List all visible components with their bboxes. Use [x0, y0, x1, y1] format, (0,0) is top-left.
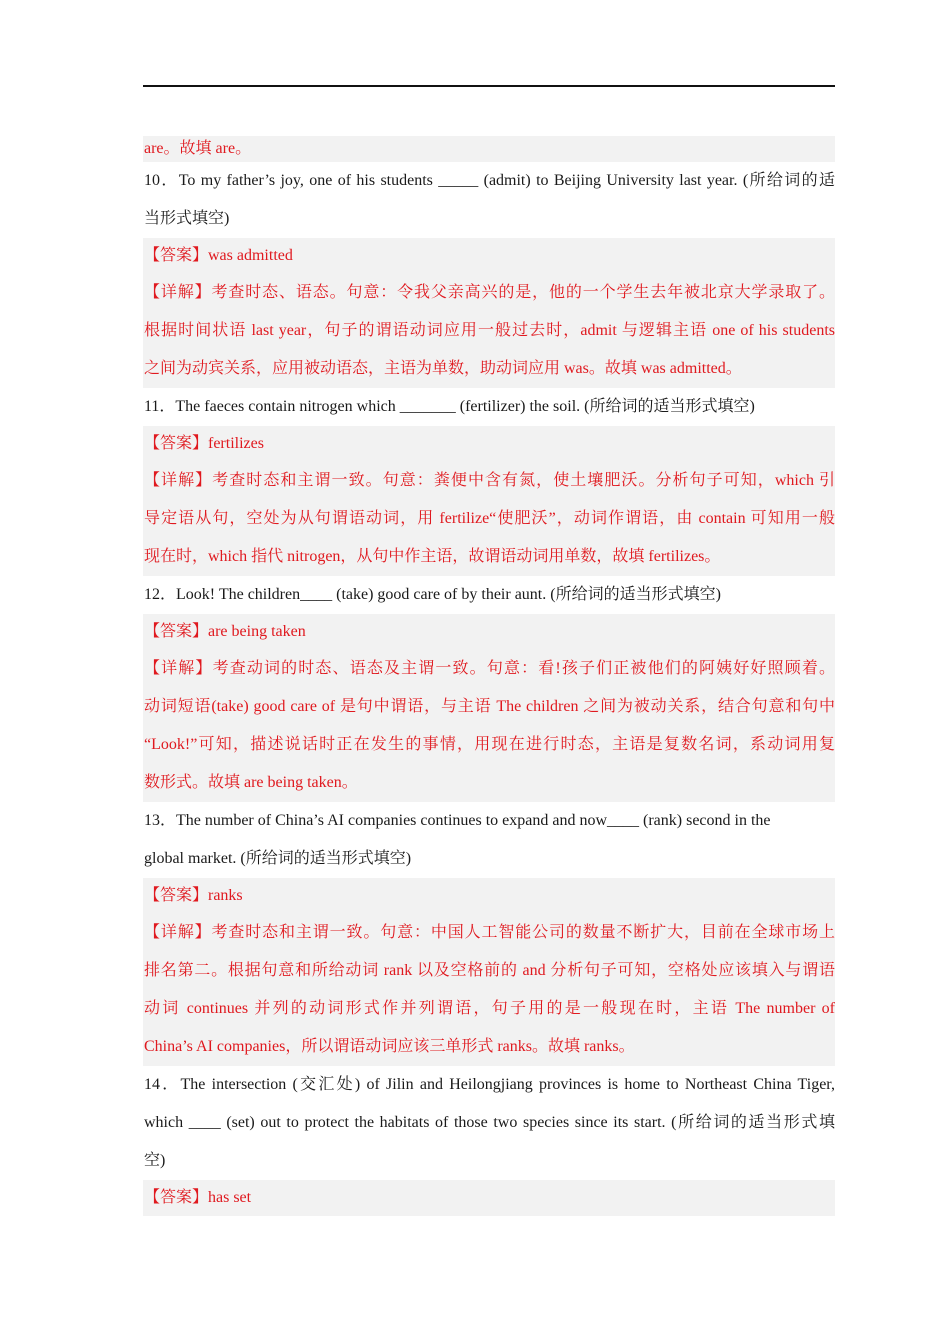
answer-12-detail: 动词短语(take) good care of 是句中谓语，与主语 The children 之间为被动关系，结合句意和句中: [143, 688, 835, 726]
answer-12-detail: “Look!”可知，描述说话时正在发生的事情，用现在进行时态，主语是复数名词，系动词用复: [143, 726, 835, 764]
question-14-line: 空): [144, 1152, 166, 1169]
question-11-line: 11．The faeces contain nitrogen which _______ (fertilizer) the soil. (所给词的适当形式填空): [144, 398, 755, 415]
answer-13-detail: 【详解】考查时态和主谓一致。句意：中国人工智能公司的数量不断扩大，目前在全球市场上: [143, 914, 835, 952]
answer-11-label: 【答案】fertilizes: [143, 426, 835, 462]
question-13-line: global market. (所给词的适当形式填空): [144, 850, 412, 867]
answer-12-detail: 【详解】考查动词的时态、语态及主谓一致。句意：看!孩子们正被他们的阿姨好好照顾着。: [143, 650, 835, 688]
question-13-line: 13．The number of China’s AI companies continues to expand and now____ (rank) second in the: [144, 812, 771, 829]
answer-13-detail: China’s AI companies，所以谓语动词应该三单形式 ranks。故填 ranks。: [143, 1028, 835, 1066]
answer-10-detail: 【详解】考查时态、语态。句意：令我父亲高兴的是，他的一个学生去年被北京大学录取了。: [143, 274, 835, 312]
answer-10-detail: 根据时间状语 last year，句子的谓语动词应用一般过去时，admit 与逻辑主语 one of his students: [143, 312, 835, 350]
question-10-line: 当形式填空): [144, 210, 230, 227]
answer-11-detail: 【详解】考查时态和主谓一致。句意：粪便中含有氮，使土壤肥沃。分析句子可知，which 引: [143, 462, 835, 500]
answer-12-detail: 数形式。故填 are being taken。: [143, 764, 835, 802]
header-rule: [143, 85, 835, 87]
document-body: [143, 136, 835, 1216]
answer-13-label: 【答案】ranks: [143, 878, 835, 914]
question-14-line: which ____ (set) out to protect the habitats of those two species since its start. (所给词的适当形式填: [144, 1114, 835, 1131]
question-14-line: 14．The intersection (交汇处) of Jilin and Heilongjiang provinces is home to Northeast China Tiger,: [144, 1076, 835, 1093]
answer-12-label: 【答案】are being taken: [143, 614, 835, 650]
answer-14-label: 【答案】has set: [143, 1180, 835, 1216]
answer-13-detail: 排名第二。根据句意和所给动词 rank 以及空格前的 and 分析句子可知，空格处应该填入与谓语: [143, 952, 835, 990]
answer-13-detail: 动词 continues 并列的动词形式作并列谓语，句子用的是一般现在时，主语 The number of: [143, 990, 835, 1028]
answer-line: are。故填 are。: [143, 136, 835, 162]
question-12-line: 12．Look! The children____ (take) good care of by their aunt. (所给词的适当形式填空): [144, 586, 721, 603]
answer-11-detail: 导定语从句，空处为从句谓语动词，用 fertilize“使肥沃”，动词作谓语，由 contain 可知用一般: [143, 500, 835, 538]
question-10-line: 10．To my father’s joy, one of his students _____ (admit) to Beijing University last year. (所给词的适: [144, 172, 835, 189]
answer-10-label: 【答案】was admitted: [143, 238, 835, 274]
answer-10-detail: 之间为动宾关系，应用被动语态，主语为单数，助动词应用 was。故填 was admitted。: [143, 350, 835, 388]
answer-11-detail: 现在时，which 指代 nitrogen，从句中作主语，故谓语动词用单数，故填 fertilizes。: [143, 538, 835, 576]
